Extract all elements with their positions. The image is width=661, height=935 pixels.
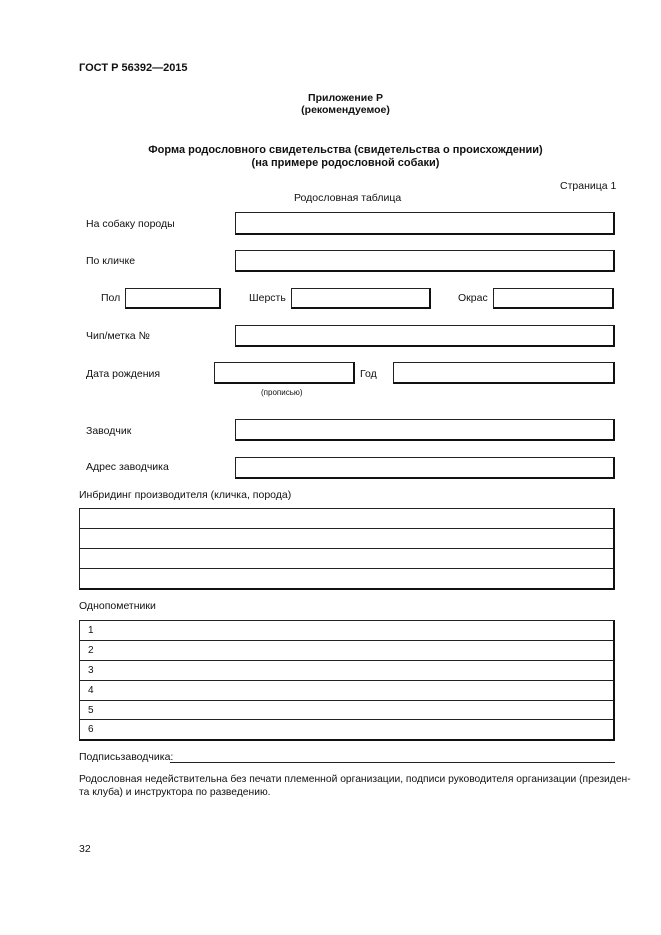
littermate-number: 3 bbox=[88, 665, 94, 676]
birth-date-label: Дата рождения bbox=[86, 368, 161, 380]
inbreeding-table bbox=[79, 508, 615, 590]
littermate-row[interactable] bbox=[80, 621, 613, 641]
inbreeding-row[interactable] bbox=[80, 529, 613, 549]
note-line2: та клуба) и инструктора по разведению. bbox=[79, 787, 271, 798]
chip-label: Чип/метка № bbox=[86, 330, 150, 342]
year-field[interactable] bbox=[393, 362, 615, 384]
name-label: По кличке bbox=[86, 255, 136, 267]
page-label: Страница 1 bbox=[560, 180, 617, 192]
inbreeding-label: Инбридинг производителя (кличка, порода) bbox=[79, 489, 292, 501]
birth-date-hint: (прописью) bbox=[261, 388, 303, 397]
page-number: 32 bbox=[79, 843, 91, 855]
name-field[interactable] bbox=[235, 250, 615, 272]
littermate-row[interactable] bbox=[80, 701, 613, 720]
breeder-address-field[interactable] bbox=[235, 457, 615, 479]
color-field[interactable] bbox=[493, 288, 614, 309]
breeder-field[interactable] bbox=[235, 419, 615, 441]
breeder-address-label: Адрес заводчика bbox=[86, 461, 169, 473]
littermate-number: 6 bbox=[88, 724, 94, 735]
table-label: Родословная таблица bbox=[294, 192, 402, 204]
chip-field[interactable] bbox=[235, 325, 615, 347]
year-label: Год bbox=[360, 368, 377, 380]
breed-label: На собаку породы bbox=[86, 218, 175, 230]
littermate-row[interactable] bbox=[80, 720, 613, 739]
littermate-row[interactable] bbox=[80, 641, 613, 661]
standard-code: ГОСТ Р 56392—2015 bbox=[79, 62, 188, 74]
littermate-number: 2 bbox=[88, 645, 94, 656]
appendix-subtitle: (рекомендуемое) bbox=[301, 104, 390, 116]
birth-date-field[interactable] bbox=[214, 362, 355, 384]
littermate-number: 5 bbox=[88, 705, 94, 716]
littermate-number: 4 bbox=[88, 685, 94, 696]
breed-field[interactable] bbox=[235, 212, 615, 235]
signature-label: Подписьзаводчика: bbox=[79, 751, 174, 763]
inbreeding-row[interactable] bbox=[80, 549, 613, 569]
form-title-line2: (на примере родословной собаки) bbox=[251, 157, 440, 169]
signature-line[interactable] bbox=[170, 762, 615, 763]
inbreeding-row[interactable] bbox=[80, 569, 613, 588]
coat-label: Шерсть bbox=[249, 292, 286, 304]
littermates-label: Однопометники bbox=[79, 600, 156, 612]
color-label: Окрас bbox=[458, 292, 488, 304]
sex-field[interactable] bbox=[125, 288, 221, 309]
littermate-row[interactable] bbox=[80, 681, 613, 701]
form-title-line1: Форма родословного свидетельства (свидетельства о происхождении) bbox=[148, 144, 543, 156]
inbreeding-row[interactable] bbox=[80, 509, 613, 529]
coat-field[interactable] bbox=[291, 288, 431, 309]
littermates-table bbox=[79, 620, 615, 741]
littermate-row[interactable] bbox=[80, 661, 613, 681]
note-line1: Родословная недействительна без печати племенной организации, подписи руководителя организации (президен- bbox=[79, 774, 631, 785]
breeder-label: Заводчик bbox=[86, 425, 132, 437]
sex-label: Пол bbox=[101, 292, 121, 304]
littermate-number: 1 bbox=[88, 625, 94, 636]
appendix-title: Приложение Р bbox=[308, 92, 383, 104]
